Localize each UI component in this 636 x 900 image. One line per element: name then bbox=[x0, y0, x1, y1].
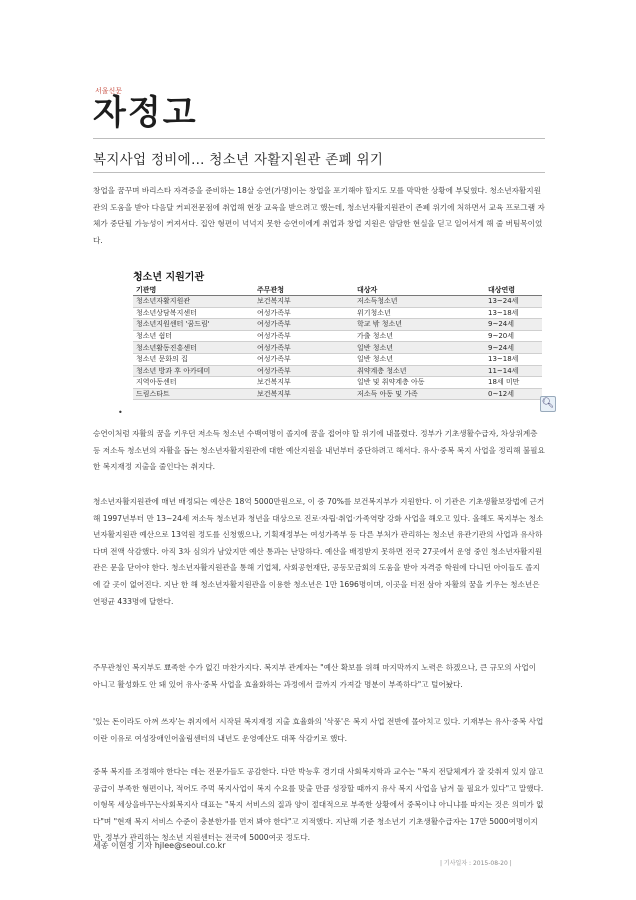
body-paragraph-2: 청소년자활지원관에 매년 배정되는 예산은 18억 5000만원으로, 이 중 70%를 보건복지부가 지원한다. 이 기관은 기초생활보장법에 근거해 1997년부터 만 13~24세 저소득 청소년과 청년을 대상으로 진로·자립·취업·가족역량 강화 사업을 해오고 있다. 올해도 복지부는 청소년자활지원관 예산으로 13억원 정도를 신청했으나, 기획재정부는 여성가족부 등 다른 부처가 관리하는 청소년 유관기관의 사업과 유사하다며 전액 삭감했다. 아직 3차 심의가 남았지만 예산 통과는 난망하다. 예산을 배정받지 못하면 전국 27곳에서 운영 중인 청소년자활지원관은 문을 닫아야 한다. 청소년자활지원관을 통해 기업체, 사회공헌재단, 공동모금회의 도움을 받아 자격증 학원에 다니던 아이들도 졸지에 갈 곳이 없어진다. 지난 한 해 청소년자활지원관을 이용한 청소년은 1만 1696명이며, 이곳을 터전 삼아 자활의 꿈을 키우는 청소년은 연평균 433명에 달한다. bbox=[93, 497, 545, 606]
cell: 청소년지원센터 '꿈드림' bbox=[133, 319, 254, 331]
cell: 여성가족부 bbox=[254, 319, 354, 331]
institutions-table bbox=[133, 284, 542, 400]
cell: 저소득청소년 bbox=[354, 296, 485, 308]
cell: 13~24세 bbox=[485, 296, 542, 308]
cell: 18세 미만 bbox=[485, 377, 542, 389]
cell: 여성가족부 bbox=[254, 307, 354, 319]
cell: 일반 청소년 bbox=[354, 353, 485, 365]
masthead bbox=[93, 86, 198, 133]
table-row bbox=[133, 307, 542, 319]
cell: 드림스타트 bbox=[133, 388, 254, 400]
reporter-byline: 세종 이현정 기자 hjlee@seoul.co.kr bbox=[93, 841, 226, 850]
cell: 0~12세 bbox=[485, 388, 542, 400]
cell: 청소년자활지원관 bbox=[133, 296, 254, 308]
table-row bbox=[133, 388, 542, 400]
body-paragraph-1: 승연이처럼 자활의 꿈을 키우던 저소득 청소년 수백여명이 졸지에 꿈을 접어야 할 위기에 내몰렸다. 정부가 기초생활수급자, 차상위계층 등 저소득 청소년의 자활을 돕는 청소년자활지원관에 대한 예산지원을 내년부터 중단하려고 해서다. 유사·중복 복지 사업을 정리해 불필요한 복지재정 지출을 줄인다는 취지다. bbox=[93, 429, 545, 472]
table-row bbox=[133, 296, 542, 308]
cell: 보건복지부 bbox=[254, 377, 354, 389]
cell: 일반 및 취약계층 아동 bbox=[354, 377, 485, 389]
table-header-row bbox=[133, 284, 542, 296]
cell: 9~24세 bbox=[485, 342, 542, 354]
cell: 위기청소년 bbox=[354, 307, 485, 319]
cell: 청소년 쉼터 bbox=[133, 330, 254, 342]
divider-headline bbox=[93, 172, 545, 173]
cell: 가출 청소년 bbox=[354, 330, 485, 342]
cell: 보건복지부 bbox=[254, 388, 354, 400]
cell: 여성가족부 bbox=[254, 353, 354, 365]
table-row bbox=[133, 319, 542, 331]
col-header: 대상자 bbox=[354, 284, 485, 296]
cell: 청소년활동진흥센터 bbox=[133, 342, 254, 354]
lead-paragraph: 창업을 꿈꾸며 바리스타 자격증을 준비하는 18살 승연(가명)이는 창업을 포기해야 할지도 모를 막막한 상황에 부딪혔다. 청소년자활지원관의 도움을 받아 다음달 커피전문점에 취업해 현장 교육을 받으려고 했는데, 청소년자활지원관이 존폐 위기에 처하면서 교육 프로그램 자체가 중단될 가능성이 커져서다. 집안 형편이 넉넉지 못한 승연이에게 취업과 창업 지원은 암담한 현실을 딛고 일어서게 해 줄 버팀목이었다. bbox=[93, 186, 545, 245]
bullet: • bbox=[118, 408, 123, 417]
table-row bbox=[133, 377, 542, 389]
cell: 청소년 방과 후 아카데미 bbox=[133, 365, 254, 377]
magnifier-plus-icon[interactable]: 🔍︎ bbox=[540, 396, 556, 412]
table-row bbox=[133, 365, 542, 377]
body-paragraph-3: 주무관청인 복지부도 뾰족한 수가 없긴 마찬가지다. 복지부 관계자는 "예산 확보를 위해 마지막까지 노력은 하겠으나, 큰 규모의 사업이 아니고 활성화도 안 돼 있어 유사·중복 사업을 효율화하는 과정에서 끌까지 가져갈 명분이 부족하다"고 털어놨다. bbox=[93, 663, 537, 689]
cell: 청소년 문화의 집 bbox=[133, 353, 254, 365]
cell: 11~14세 bbox=[485, 365, 542, 377]
body-paragraph-4: '있는 돈이라도 아껴 쓰자'는 취지에서 시작된 복지재정 지출 효율화의 '삭풍'은 복지 사업 전반에 몰아치고 있다. 기재부는 유사·중복 사업이란 이유로 여성장애인어울림센터의 내년도 운영예산도 대폭 삭감키로 했다. bbox=[93, 717, 544, 743]
table-row bbox=[133, 330, 542, 342]
cell: 9~24세 bbox=[485, 319, 542, 331]
body-paragraph-5: 중복 복지를 조정해야 한다는 데는 전문가들도 공감한다. 다만 박능후 경기대 사회복지학과 교수는 "복지 전달체계가 잘 갖춰져 있지 않고 공급이 부족한 형편이나, 적어도 주먹 복지사업이 복지 수요를 맞출 만큼 성장할 때까지 유사 복지 사업을 남겨 둘 필요가 있다"고 말했다. 이형목 세상을바꾸는사회복지사 대표는 "복지 서비스의 질과 양이 절대적으로 부족한 상황에서 중복이냐 아니냐를 따지는 것은 의미가 없다"며 "현재 복지 서비스 수준이 충분한가를 먼저 봐야 한다"고 지적했다. 지난해 기준 청소년기 기초생활수급자는 17만 5000여명이지만, 정부가 관리하는 청소년 지원센터는 전국에 5000여곳 정도다. bbox=[93, 767, 544, 843]
cell: 13~18세 bbox=[485, 307, 542, 319]
cell: 학교 밖 청소년 bbox=[354, 319, 485, 331]
col-header: 주무관청 bbox=[254, 284, 354, 296]
table-row bbox=[133, 342, 542, 354]
masthead-small-label: 서울신문 bbox=[95, 87, 123, 95]
cell: 보건복지부 bbox=[254, 296, 354, 308]
cell: 여성가족부 bbox=[254, 342, 354, 354]
cell: 지역아동센터 bbox=[133, 377, 254, 389]
cell: 여성가족부 bbox=[254, 365, 354, 377]
headline: 복지사업 정비에… 청소년 자활지원관 존폐 위기 bbox=[93, 152, 384, 168]
cell: 저소득 아동 및 가족 bbox=[354, 388, 485, 400]
col-header: 대상연령 bbox=[485, 284, 542, 296]
table-row bbox=[133, 353, 542, 365]
divider-top bbox=[93, 138, 545, 139]
cell: 13~18세 bbox=[485, 353, 542, 365]
cell: 일반 청소년 bbox=[354, 342, 485, 354]
cell: 9~20세 bbox=[485, 330, 542, 342]
cell: 청소년상담복지센터 bbox=[133, 307, 254, 319]
cell: 여성가족부 bbox=[254, 330, 354, 342]
cell: 취약계층 청소년 bbox=[354, 365, 485, 377]
masthead-logo: 자정고 bbox=[93, 93, 198, 133]
col-header: 기관명 bbox=[133, 284, 254, 296]
table-title: 청소년 지원기관 bbox=[133, 272, 205, 283]
article-date: | 기사일자 : 2015-08-20 | bbox=[440, 860, 512, 867]
